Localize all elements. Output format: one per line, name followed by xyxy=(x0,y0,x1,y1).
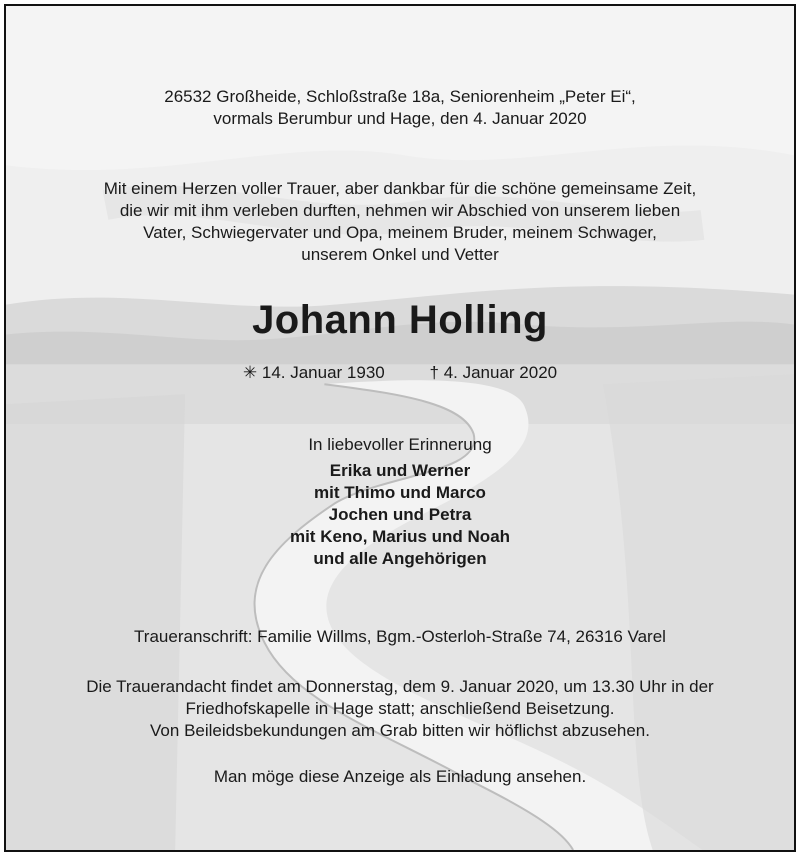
memory-line: In liebevoller Erinnerung xyxy=(308,435,492,454)
intro-text xyxy=(6,178,794,266)
intro-line: die wir mit ihm verleben durften, nehmen wir Abschied von unserem lieben xyxy=(119,201,681,220)
birth-date: 14. Januar 1930 xyxy=(261,363,385,382)
closing-line: Man möge diese Anzeige als Einladung ansehen. xyxy=(213,767,587,786)
intro-line: Mit einem Herzen voller Trauer, aber dankbar für die schöne gemeinsame Zeit, xyxy=(103,179,697,198)
mourner-line: und alle Angehörigen xyxy=(313,549,487,568)
mourner-line: Erika und Werner xyxy=(329,461,471,480)
death-cross-icon: † xyxy=(429,363,439,382)
intro-line: unserem Onkel und Vetter xyxy=(301,245,499,264)
address-line: vormals Berumbur und Hage, den 4. Januar 2020 xyxy=(213,109,587,128)
service-line: Die Trauerandacht findet am Donnerstag, dem 9. Januar 2020, um 13.30 Uhr in der xyxy=(86,677,714,696)
obituary-content xyxy=(6,6,794,850)
deceased-name: Johann Holling xyxy=(252,298,548,342)
birth-star-icon: ✳ xyxy=(242,363,258,382)
mourners-list xyxy=(6,460,794,570)
service-info xyxy=(6,676,794,742)
mourner-line: mit Keno, Marius und Noah xyxy=(289,527,511,546)
death-date: 4. Januar 2020 xyxy=(443,363,558,382)
residence-address xyxy=(6,86,794,130)
mourner-line: Jochen und Petra xyxy=(328,505,472,524)
mourning-address-line: Traueranschrift: Familie Willms, Bgm.-Osterloh-Straße 74, 26316 Varel xyxy=(134,627,666,646)
mourning-address xyxy=(6,626,794,648)
closing-note xyxy=(6,766,794,788)
address-line: 26532 Großheide, Schloßstraße 18a, Seniorenheim „Peter Ei“, xyxy=(164,87,636,106)
service-line: Von Beileidsbekundungen am Grab bitten wir höflichst abzusehen. xyxy=(150,721,650,740)
intro-line: Vater, Schwiegervater und Opa, meinem Bruder, meinem Schwager, xyxy=(143,223,657,242)
service-line: Friedhofskapelle in Hage statt; anschließend Beisetzung. xyxy=(185,699,615,718)
memory-heading xyxy=(6,434,794,456)
mourner-line: mit Thimo und Marco xyxy=(314,483,486,502)
obituary-card xyxy=(4,4,796,852)
birth-date-group xyxy=(243,362,385,384)
life-dates xyxy=(6,362,794,384)
death-date-group xyxy=(429,362,557,384)
